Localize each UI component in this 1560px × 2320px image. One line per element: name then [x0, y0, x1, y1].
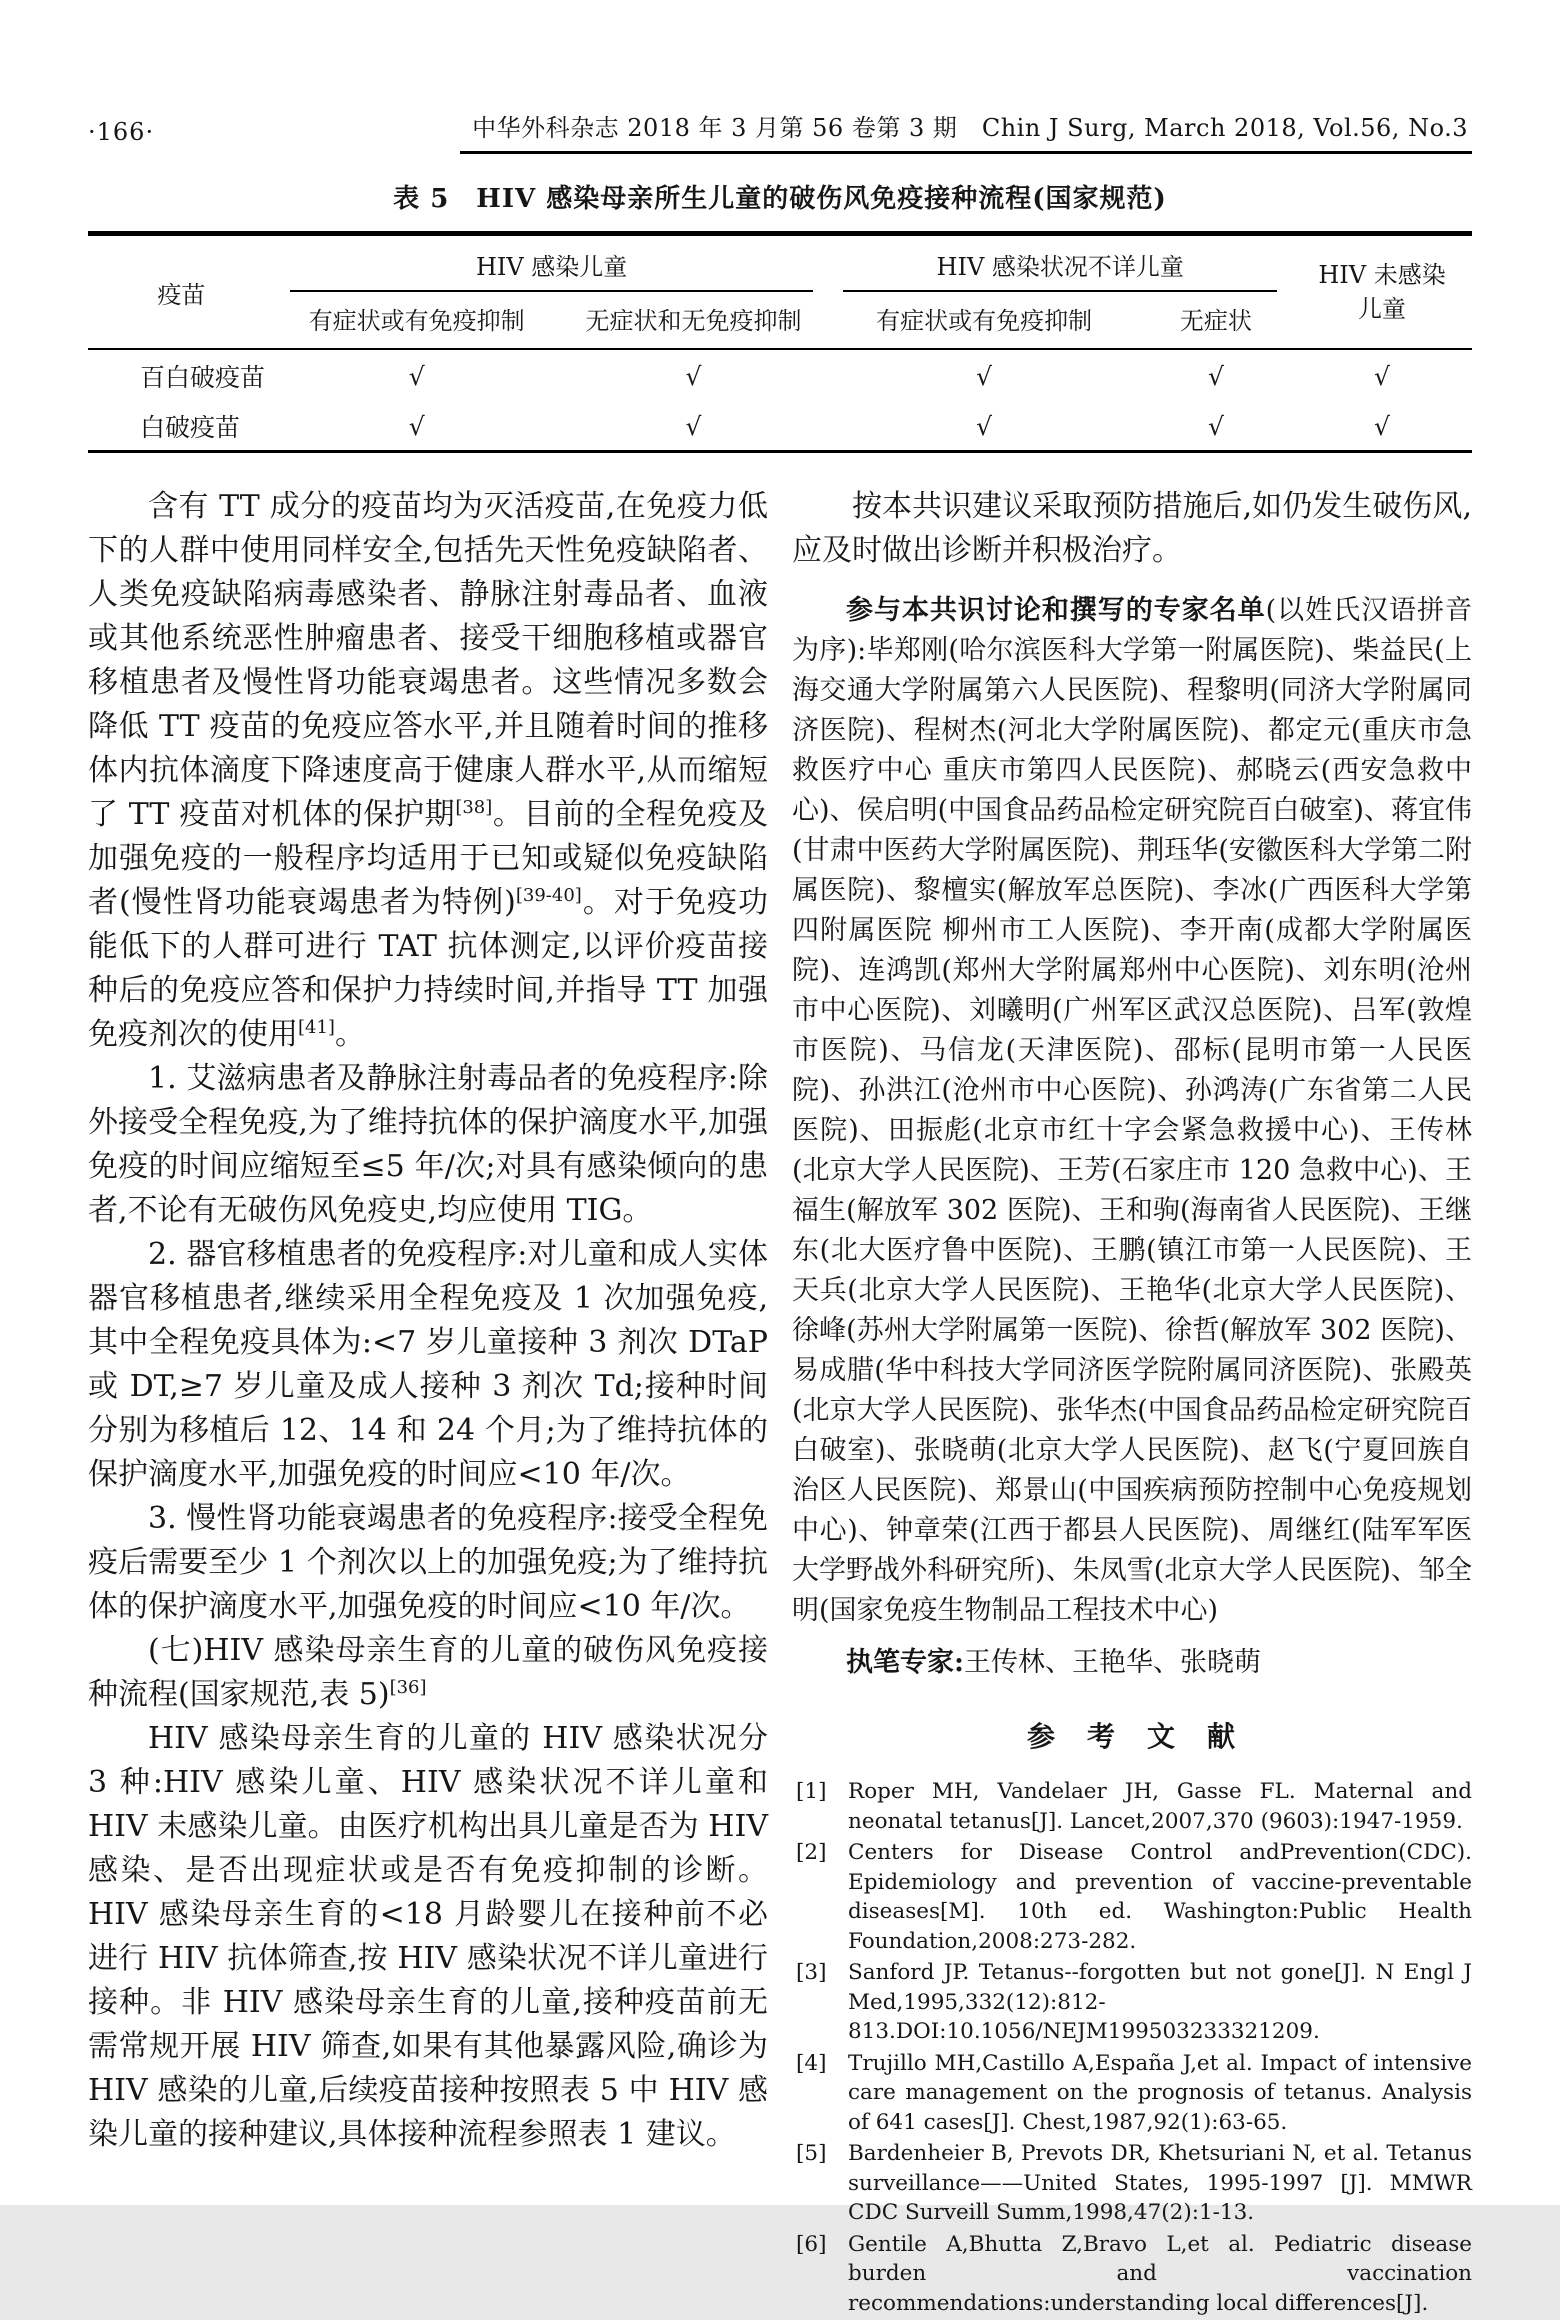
table-row: [88, 349, 1472, 400]
checkmark: √: [1207, 361, 1224, 391]
subcol-unknown-asymptomatic: 无症状: [1179, 307, 1252, 335]
reference-item: [792, 1958, 1472, 2047]
checkmark: √: [976, 361, 993, 391]
checkmark: √: [408, 361, 425, 391]
paragraph-expert-list: [792, 591, 1472, 1631]
reference-item: [792, 2049, 1472, 2138]
reference-item: [792, 1777, 1472, 1836]
table5: [88, 231, 1472, 453]
paragraph-item3-renal-failure: 3. 慢性肾功能衰竭患者的免疫程序:接受全程免疫后需要至少 1 个剂次以上的加强免疫;为了维持抗体的保护滴度水平,加强免疫的时间应<10 年/次。: [88, 1501, 768, 1624]
reference-number: [3]: [796, 1960, 827, 1985]
col-group-hiv-infected-label: HIV 感染儿童: [290, 237, 814, 292]
writing-experts-names: 王传林、王艳华、张晓萌: [963, 1647, 1261, 1678]
reference-text: Gentile A,Bhutta Z,Bravo L,et al. Pediatric disease burden and vaccination recommendations:understanding local differences[J].: [848, 2231, 1472, 2316]
row-vaccine-name: 百白破疫苗: [140, 363, 266, 392]
text-segment: 。: [334, 1017, 365, 1052]
reference-number: [6]: [796, 2231, 827, 2257]
checkmark: √: [976, 411, 993, 441]
subcol-infected-asymptomatic: 无症状和无免疫抑制: [585, 307, 802, 335]
paragraph-tt-vaccine-safety: [88, 485, 768, 1057]
paragraph-item1-aids-ivdu: 1. 艾滋病患者及静脉注射毒品者的免疫程序:除外接受全程免疫,为了维持抗体的保护滴度水平,加强免疫的时间应缩短至≤5 年/次;对具有感染倾向的患者,不论有无破伤风免疫史,均应使用 TIG。: [88, 1061, 768, 1228]
paragraph-section7-heading: [88, 1629, 768, 1717]
col-header-hiv-uninfected: [1292, 234, 1472, 350]
col-group-hiv-unknown: [828, 234, 1292, 294]
checkmark: √: [1374, 411, 1390, 441]
col-group-hiv-unknown-label: HIV 感染状况不详儿童: [843, 237, 1277, 292]
paragraph-treatment-advice: 按本共识建议采取预防措施后,如仍发生破伤风,应及时做出诊断并积极治疗。: [792, 489, 1472, 568]
left-column: [88, 485, 768, 2320]
expert-list-body: (以姓氏汉语拼音为序):毕郑刚(哈尔滨医科大学第一附属医院)、柴益民(上海交通大学附属第六人民医院)、程黎明(同济大学附属同济医院)、程树杰(河北大学附属医院)、都定元(重庆市急救医疗中心 重庆市第四人民医院)、郝晓云(西安急救中心)、侯启明(中国食品药品检定研究院百白破室)、蒋宜伟(甘肃中医药大学附属医院)、荆珏华(安徽医科大学第二附属医院)、黎檀实(解放军总医院)、李冰(广西医科大学第四附属医院 柳州市工人医院)、李开南(成都大学附属医院)、连鸿凯(郑州大学附属郑州中心医院)、刘东明(沧州市中心医院)、刘曦明(广州军区武汉总医院)、吕军(敦煌市医院)、马信龙(天津医院)、邵标(昆明市第一人民医院)、孙洪江(沧州市中心医院)、孙鸿涛(广东省第二人民医院)、田振彪(北京市红十字会紧急救援中心)、王传林(北京大学人民医院)、王芳(石家庄市 120 急救中心)、王福生(解放军 302 医院)、王和驹(海南省人民医院)、王继东(北大医疗鲁中医院)、王鹏(镇江市第一人民医院)、王天兵(北京大学人民医院)、王艳华(北京大学人民医院)、徐峰(苏州大学附属第一医院)、徐哲(解放军 302 医院)、易成腊(华中科技大学同济医学院附属同济医院)、张殿英(北京大学人民医院)、张华杰(中国食品药品检定研究院百白破室)、张晓萌(北京大学人民医院)、赵飞(宁夏回族自治区人民医院)、郑景山(中国疾病预防控制中心免疫规划中心)、钟章荣(江西于都县人民医院)、周继红(陆军军医大学野战外科研究所)、朱凤雪(北京大学人民医院)、邹全明(国家免疫生物制品工程技术中心): [792, 595, 1473, 1626]
row-vaccine-name: 白破疫苗: [140, 413, 241, 442]
reference-number: [4]: [796, 2050, 827, 2076]
running-head: [88, 108, 1472, 154]
checkmark: √: [408, 411, 425, 441]
reference-text: Bardenheier B, Prevots DR, Khetsuriani N, et al. Tetanus surveillance——United States, 1995-1997 [J]. MMWR CDC Surveill Summ,1998,47(2):1-13.: [848, 2141, 1472, 2225]
col-header-hiv-uninfected-line1: HIV 未感染: [1318, 261, 1446, 289]
reference-text: Sanford JP. Tetanus--forgotten but not gone[J]. N Engl J Med,1995,332(12):812-813.DOI:10.1056/NEJM199503233321209.: [848, 1960, 1472, 2044]
body-columns: [88, 485, 1472, 2320]
col-header-vaccine: 疫苗: [157, 280, 206, 309]
journal-citation: 中华外科杂志 2018 年 3 月第 56 卷第 3 期 Chin J Surg, March 2018, Vol.56, No.3: [460, 108, 1472, 154]
citation-superscript: [36]: [389, 1677, 427, 1698]
citation-superscript: [38]: [455, 797, 493, 818]
col-header-hiv-uninfected-line2: 儿童: [1358, 295, 1407, 323]
reference-text: Roper MH, Vandelaer JH, Gasse FL. Maternal and neonatal tetanus[J]. Lancet,2007,370 (9603):1947-1959.: [848, 1779, 1472, 1834]
text-segment: 。对于免疫功能低下的人群可进行 TAT 抗体测定,以评价疫苗接种后的免疫应答和保护力持续时间,并指导 TT 加强免疫剂次的使用: [88, 885, 768, 1052]
expert-list-lead: 参与本共识讨论和撰写的专家名单: [846, 595, 1266, 626]
text-segment: 含有 TT 成分的疫苗均为灭活疫苗,在免疫力低下的人群中使用同样安全,包括先天性免疫缺陷者、人类免疫缺陷病毒感染者、静脉注射毒品者、血液或其他系统恶性肿瘤患者、接受干细胞移植或器官移植患者及慢性肾功能衰竭患者。这些情况多数会降低 TT 疫苗的免疫应答水平,并且随着时间的推移体内抗体滴度下降速度高于健康人群水平,从而缩短了 TT 疫苗对机体的保护期: [88, 489, 768, 832]
reference-number: [2]: [796, 1840, 827, 1865]
table5-body: [88, 349, 1472, 452]
reference-list: [792, 1777, 1472, 2318]
writing-experts-label: 执笔专家:: [846, 1647, 964, 1678]
reference-item: [792, 2139, 1472, 2228]
checkmark: √: [685, 411, 702, 441]
checkmark: √: [1207, 411, 1224, 441]
reference-number: [1]: [796, 1779, 827, 1804]
paragraph-hiv-children-status: HIV 感染母亲生育的儿童的 HIV 感染状况分 3 种:HIV 感染儿童、HIV 感染状况不详儿童和 HIV 未感染儿童。由医疗机构出具儿童是否为 HIV 感染、是否出现症状或是否有免疫抑制的诊断。HIV 感染母亲生育的<18 月龄婴儿在接种前不必进行 HIV 抗体筛查,按 HIV 感染状况不详儿童进行接种。非 HIV 感染母亲生育的儿童,接种疫苗前无需常规开展 HIV 筛查,如果有其他暴露风险,确诊为 HIV 感染的儿童,后续疫苗接种按照表 5 中 HIV 感染儿童的接种建议,具体接种流程参照表 1 建议。: [88, 1721, 768, 2152]
text-segment: (七)HIV 感染母亲生育的儿童的破伤风免疫接种流程(国家规范,表 5): [88, 1633, 768, 1712]
checkmark: √: [685, 361, 702, 391]
text-segment: 。目前的全程免疫及加强免疫的一般程序均适用于已知或疑似免疫缺陷者(慢性肾功能衰竭患者为特例): [88, 797, 769, 920]
checkmark: √: [1374, 361, 1390, 391]
table5-caption: 表 5 HIV 感染母亲所生儿童的破伤风免疫接种流程(国家规范): [393, 184, 1167, 214]
reference-text: Trujillo MH,Castillo A,España J,et al. Impact of intensive care management on the prognosis of tetanus. Analysis of 641 cases[J]. Chest,1987,92(1):63-65.: [848, 2050, 1472, 2135]
right-column: [792, 485, 1472, 2320]
citation-superscript: [39-40]: [515, 885, 582, 906]
reference-item: [792, 2230, 1472, 2319]
subcol-unknown-symptomatic: 有症状或有免疫抑制: [876, 307, 1093, 335]
reference-text: Centers for Disease Control andPrevention(CDC). Epidemiology and prevention of vaccine-preventable diseases[M]. 10th ed. Washington:Public Health Foundation,2008:273-282.: [848, 1840, 1472, 1954]
col-group-hiv-infected: [275, 234, 829, 294]
citation-superscript: [41]: [298, 1017, 335, 1038]
reference-item: [792, 1838, 1472, 1956]
paragraph-writing-experts: [792, 1641, 1472, 1685]
table5-header: [88, 234, 1472, 350]
table-row: [88, 400, 1472, 452]
reference-number: [5]: [796, 2141, 827, 2166]
references-heading: 参 考 文 献: [1026, 1720, 1237, 1753]
page-number: ·166·: [88, 118, 155, 146]
paragraph-item2-transplant: 2. 器官移植患者的免疫程序:对儿童和成人实体器官移植患者,继续采用全程免疫及 1 次加强免疫,其中全程免疫具体为:<7 岁儿童接种 3 剂次 DTaP 或 DT,≥7 岁儿童及成人接种 3 剂次 Td;接种时间分别为移植后 12、14 和 24 个月;为了维持抗体的保护滴度水平,加强免疫的时间应<10 年/次。: [88, 1237, 768, 1492]
subcol-infected-symptomatic: 有症状或有免疫抑制: [308, 307, 525, 335]
